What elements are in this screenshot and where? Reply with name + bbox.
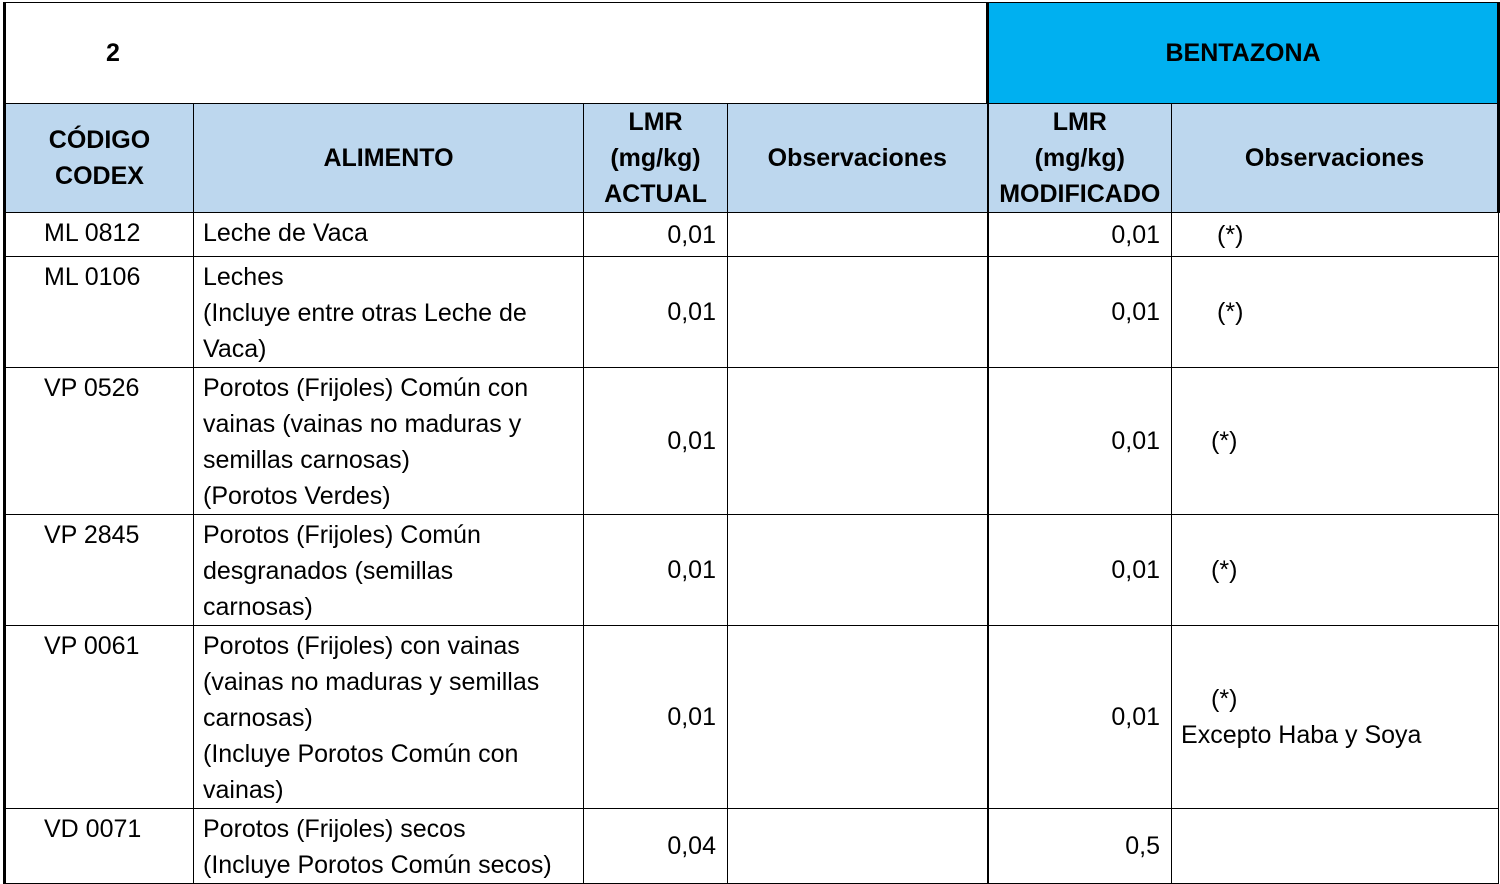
- obs-note-marker: (*): [1217, 220, 1244, 249]
- lmr-mod-cell: 0,01: [988, 515, 1172, 626]
- table-row: [5, 213, 1499, 257]
- food-cell: [194, 213, 584, 257]
- food-line: Porotos (Frijoles) Común con: [203, 374, 529, 402]
- codex-code-cell: ML 0106: [5, 257, 194, 368]
- obs-mod-cell: [1172, 809, 1499, 884]
- header-lmr-mod: [988, 104, 1172, 213]
- obs-note-marker: (*): [1211, 556, 1238, 584]
- food-line: (Incluye Porotos Común con: [203, 740, 519, 768]
- food-line: Porotos (Frijoles) secos: [203, 815, 466, 843]
- lmr-actual-cell: 0,01: [584, 626, 728, 809]
- food-line: vainas): [203, 776, 284, 804]
- food-cell: [194, 515, 584, 626]
- codex-code-cell: VD 0071: [5, 809, 194, 884]
- obs-actual-cell: [728, 368, 988, 515]
- food-line: Porotos (Frijoles) Común: [203, 521, 481, 549]
- lmr-actual-cell: 0,01: [584, 213, 728, 257]
- lmr-actual-cell: 0,01: [584, 368, 728, 515]
- header-lmr-mod-line1: LMR: [1052, 108, 1107, 136]
- obs-actual-cell: [728, 257, 988, 368]
- header-lmr-actual-line3: ACTUAL: [604, 180, 707, 208]
- codex-code-cell: VP 0526: [5, 368, 194, 515]
- food-line: (vainas no maduras y semillas: [203, 668, 540, 696]
- table-row: [5, 809, 1499, 884]
- substance-name: BENTAZONA: [988, 3, 1499, 104]
- food-line: Porotos (Frijoles) con vainas: [203, 632, 520, 660]
- table-row: [5, 515, 1499, 626]
- lmr-mod-cell: 0,01: [988, 257, 1172, 368]
- header-lmr-actual: [584, 104, 728, 213]
- food-line: carnosas): [203, 593, 313, 621]
- lmr-mod-cell: 0,01: [988, 213, 1172, 257]
- lmr-mod-cell: 0,01: [988, 368, 1172, 515]
- obs-note-marker: (*): [1211, 427, 1238, 455]
- codex-code-cell: VP 2845: [5, 515, 194, 626]
- obs-actual-cell: [728, 515, 988, 626]
- table-body: [5, 213, 1499, 884]
- obs-note-text: Excepto Haba y Soya: [1181, 721, 1422, 749]
- codex-code-cell: ML 0812: [5, 213, 194, 257]
- header-codex-line2: CODEX: [55, 162, 144, 190]
- food-cell: [194, 368, 584, 515]
- food-line: vainas (vainas no maduras y: [203, 410, 522, 438]
- obs-actual-cell: [728, 626, 988, 809]
- header-obs-mod: Observaciones: [1172, 104, 1499, 213]
- food-line: Leches: [203, 263, 284, 291]
- food-line: (Porotos Verdes): [203, 482, 391, 510]
- lmr-table: [3, 2, 1500, 884]
- obs-mod-cell: [1172, 257, 1499, 368]
- food-line: Leche de Vaca: [203, 219, 368, 247]
- food-cell: [194, 257, 584, 368]
- obs-note-marker: (*): [1211, 685, 1238, 713]
- header-lmr-mod-line3: MODIFICADO: [999, 180, 1161, 208]
- header-obs-actual: Observaciones: [728, 104, 988, 213]
- food-cell: [194, 626, 584, 809]
- obs-actual-cell: [728, 213, 988, 257]
- obs-mod-cell: [1172, 626, 1499, 809]
- obs-actual-cell: [728, 809, 988, 884]
- header-codex: [5, 104, 194, 213]
- lmr-actual-cell: 0,01: [584, 257, 728, 368]
- header-lmr-actual-line2: (mg/kg): [610, 144, 701, 172]
- obs-note-marker: (*): [1217, 298, 1244, 326]
- food-line: Vaca): [203, 335, 267, 363]
- title-row: [5, 3, 1499, 104]
- table-row: [5, 257, 1499, 368]
- table-row: [5, 626, 1499, 809]
- group-number: 2: [5, 3, 988, 104]
- food-line: desgranados (semillas: [203, 557, 454, 585]
- food-line: (Incluye Porotos Común secos): [203, 851, 552, 879]
- food-line: semillas carnosas): [203, 446, 411, 474]
- header-row: [5, 104, 1499, 213]
- obs-mod-cell: [1172, 213, 1499, 257]
- header-food: ALIMENTO: [194, 104, 584, 213]
- table-row: [5, 368, 1499, 515]
- obs-mod-cell: [1172, 515, 1499, 626]
- header-lmr-mod-line2: (mg/kg): [1034, 144, 1125, 172]
- lmr-mod-cell: 0,01: [988, 626, 1172, 809]
- lmr-mod-cell: 0,5: [988, 809, 1172, 884]
- food-cell: [194, 809, 584, 884]
- obs-mod-cell: [1172, 368, 1499, 515]
- lmr-actual-cell: 0,01: [584, 515, 728, 626]
- header-lmr-actual-line1: LMR: [628, 108, 683, 136]
- codex-code-cell: VP 0061: [5, 626, 194, 809]
- header-codex-line1: CÓDIGO: [48, 126, 151, 154]
- lmr-actual-cell: 0,04: [584, 809, 728, 884]
- food-line: (Incluye entre otras Leche de: [203, 299, 527, 327]
- food-line: carnosas): [203, 704, 313, 732]
